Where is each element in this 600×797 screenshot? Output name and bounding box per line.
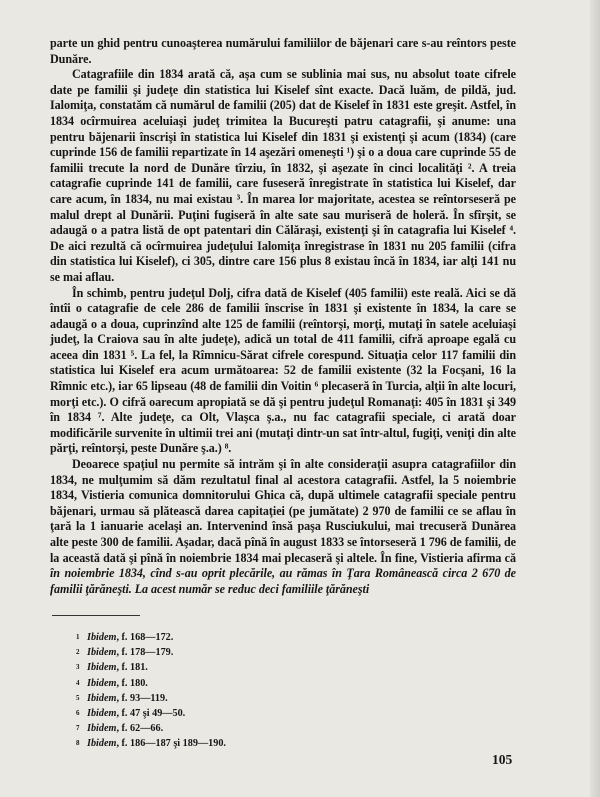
paragraph [50,457,516,597]
body-text [50,36,516,597]
footnote-source: Ibidem [87,738,117,750]
footnote-separator [52,615,140,616]
page-edge-shadow [590,0,600,797]
footnote-number: 6 [76,709,80,718]
footnote-number: 3 [76,663,80,672]
footnote-ref: , f. 47 şi 49—50. [116,708,186,720]
italic-emphasis: în noiembrie 1834, cînd s-au oprit plecările, au rămas în Ţara Românească circa 2 670 de familii ţărăneşti. La acest număr se reduc deci familiile ţărăneşti [50,566,516,596]
footnote [76,721,376,736]
footnote-number: 2 [76,648,80,657]
footnote-source: Ibidem [87,677,117,689]
footnotes [76,630,376,752]
footnote-ref: , f. 93—119. [116,692,168,704]
page-number: 105 [492,752,513,767]
paragraph: În schimb, pentru judeţul Dolj, cifra dată de Kiselef (405 familii) este reală. Aici se dă întîi o catagrafie de cele 286 de familii înscrise în 1831 şi existente în 1834, la care se adaugă o a doua, cuprinzînd alte 125 de familii (reîntorşi, morţi, mutaţi în satele aceluiaşi judeţ, la Craiova sau în alte judeţe), adică un total de 411 familii, cifră aproape egală cu aceea din 1831 ⁵. La fel, la Rîmnicu-Sărat cifrele corespund. Situaţia celor 117 familii din statistica lui Kiselef era acum următoarea: 52 de familii existente (32 la Focşani, 16 la Rîmnic etc.), iar 65 lipseau (48 de familii din Voitin ⁶ plecaseră în Turcia, alţii în alte locuri, morţi etc.). O cifră oarecum apropiată se dă şi pentru judeţul Romanaţi: 405 în 1831 şi 349 în 1834 ⁷. Alte judeţe, ca Olt, Vlaşca ş.a., nu fac catagrafii speciale, ci arată doar modificările survenite în ultimii trei ani (mutaţi dintr-un sat într-altul, fugiţi, veniţi din alte părţi, reîntorşi, peste Dunăre ş.a.) ⁸. [50,285,516,456]
footnote-ref: , f. 168—172. [116,632,174,643]
footnote-source: Ibidem [87,723,117,735]
footnote-ref: , f. 181. [116,662,148,674]
footnote-source: Ibidem [87,647,117,659]
paragraph: Catagrafiile din 1834 arată că, aşa cum se sublinia mai sus, nu absolut toate cifrele date pe familii şi judeţe din statistica lui Kiselef sînt exacte. Dacă luăm, de pildă, jud. Ialomiţa, constatăm că numărul de familii (205) dat de Kiselef în 1831 este greşit. Astfel, în 1834 ocîrmuirea aceluiaşi judeţ trimitea la Bucureşti patru catagrafii, şi anume: una pentru băjenarii înscrişi în statistica lui Kiselef din 1831 şi existenţi şi acum (1834) (care cuprinde 156 de familii repartizate în 14 aşezări omeneşti ¹) şi o a doua care cuprinde 55 de familii trecute la nord de Dunăre tîrziu, în 1832, şi aşezate în cinci localităţi ². A treia catagrafie cuprinde 141 de familii, care fuseseră înregistrate în statistica lui Kiselef, dar care acum, în 1834, nu mai existau ³. În marea lor majoritate, acestea se reîntorseseră pe malul drept al Dunării. Puţini fugiseră în alte sate sau muriseră de holeră. În sfîrşit, se adaugă o a patra listă de opt patentari din Călăraşi, existenţi şi în catagrafia lui Kiselef ⁴. De aici rezultă că ocîrmuirea judeţului Ialomiţa înregistrase în 1831 nu 205 familii (cifra din statistica lui Kiselef), ci 305, dintre care 156 plus 8 existau încă în 1834, iar alţi 141 nu se mai aflau. [50,67,516,284]
footnote-ref: , f. 62—66. [116,723,164,735]
footnote [76,676,376,691]
footnote [76,706,376,721]
footnote-source: Ibidem [87,708,117,720]
footnote-ref: , f. 178—179. [116,647,174,659]
footnote-number: 5 [76,693,80,702]
footnote-number: 8 [76,739,80,748]
footnote-ref: , f. 180. [116,677,148,689]
footnote-number: 4 [76,678,80,687]
footnote [76,660,376,675]
footnote [76,736,376,751]
footnote-source: Ibidem [87,632,117,643]
paragraph: parte un ghid pentru cunoaşterea numărului familiilor de băjenari care s-au reîntors peste Dunăre. [50,36,516,66]
paragraph-text: Deoarece spaţiul nu permite să intrăm şi în alte consideraţii asupra catagrafiilor din 1834, ne mulţumim să dăm rezultatul final al acestora catagrafii. Astfel, la 5 noiembrie 1834, Vistieria comunica domnitorului Ghica că, după ultimele catagrafii speciale pentru băjenari, urmau să plătească darea capitaţiei (pe jumătate) 2 970 de familii ce se aflau în ţară la 1 ianuarie acelaşi an. Intervenind însă paşa Rusciukului, mai trecuseră Dunărea alte peste 300 de familii. Aşadar, dacă pînă în august 1833 se întorseseră 1 796 de familii, de la această dată şi pînă în noiembrie 1834 mai plecaseră şi altele. În fine, Vistieria afirma că [50,457,516,565]
footnote-number: 7 [76,724,80,733]
footnote [76,630,376,645]
footnote-number: 1 [76,633,80,641]
footnote [76,645,376,660]
footnote-source: Ibidem [87,692,117,704]
footnote-source: Ibidem [87,662,117,674]
footnote-ref: , f. 186—187 şi 189—190. [116,738,226,750]
footnote [76,691,376,706]
